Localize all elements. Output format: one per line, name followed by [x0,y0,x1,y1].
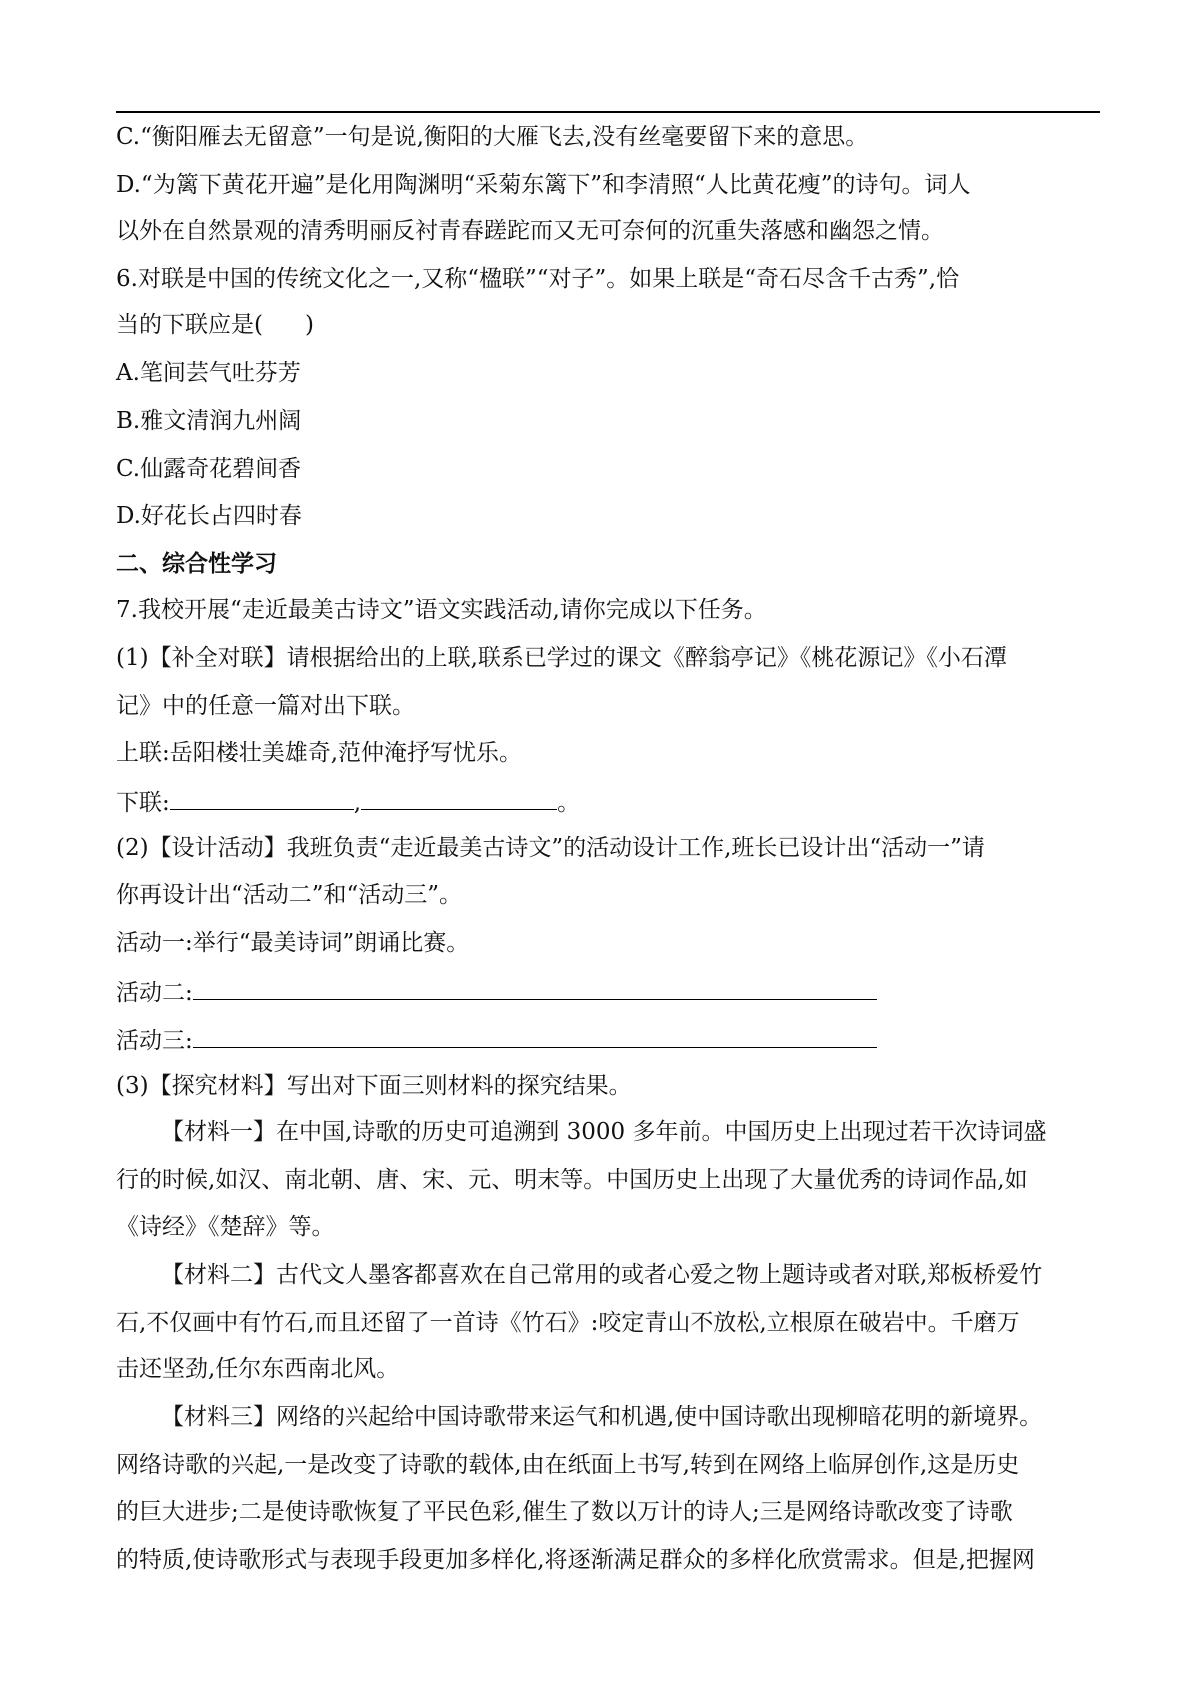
activity-two-blank[interactable] [193,979,877,1000]
q7-part2-line2: 你再设计出“活动二”和“活动三”。 [116,882,463,908]
q6-option-c: C.仙露奇花碧间香 [116,456,302,482]
q6-stem-line2 [116,314,314,337]
q7-part3: (3)【探究材料】写出对下面三则材料的探究结果。 [116,1073,632,1099]
lower-couplet-blank-2[interactable] [361,789,557,810]
q6-stem-text: 当的下联应是( [116,312,263,338]
top-rule [116,111,1100,113]
q6-option-d: D.好花长占四时春 [116,503,302,529]
q6-stem-line1: 6.对联是中国的传统文化之一,又称“楹联”“对子”。如果上联是“奇石尽含千古秀”,恰 [116,266,960,292]
activity-two-row [116,979,877,1005]
activity-three-blank[interactable] [193,1027,877,1048]
material3-line2: 网络诗歌的兴起,一是改变了诗歌的载体,由在纸面上书写,转到在网络上临屏创作,这是历史 [116,1452,1020,1478]
q7-part1-line1: (1)【补全对联】请根据给出的上联,联系已学过的课文《醉翁亭记》《桃花源记》《小石潭 [116,645,1007,671]
q5-option-d-line1: D.“为篱下黄花开遍”是化用陶渊明“采菊东篱下”和李清照“人比黄花瘦”的诗句。词人 [116,172,971,198]
activity-one: 活动一:举行“最美诗词”朗诵比赛。 [116,930,470,956]
q7-stem: 7.我校开展“走近最美古诗文”语文实践活动,请你完成以下任务。 [116,597,767,623]
q6-option-b: B.雅文清润九州阔 [116,408,302,434]
material1-line3: 《诗经》《楚辞》等。 [116,1214,335,1240]
activity-two-label: 活动二: [116,980,193,1006]
material3-line1: 【材料三】网络的兴起给中国诗歌带来运气和机遇,使中国诗歌出现柳暗花明的新境界。 [161,1404,1043,1430]
section-title: 二、综合性学习 [116,551,277,577]
lower-couplet-label: 下联: [116,790,170,816]
q5-option-d-line2: 以外在自然景观的清秀明丽反衬青春蹉跎而又无可奈何的沉重失落感和幽怨之情。 [116,218,944,244]
q6-option-a: A.笔间芸气吐芬芳 [116,360,301,386]
lower-couplet-blank-1[interactable] [170,789,354,810]
activity-three-label: 活动三: [116,1028,193,1054]
upper-couplet: 上联:岳阳楼壮美雄奇,范仲淹抒写忧乐。 [116,740,523,766]
activity-three-row [116,1027,877,1053]
material1-line1: 【材料一】在中国,诗歌的历史可追溯到 3000 多年前。中国历史上出现过若干次诗词盛 [161,1119,1047,1145]
q6-stem-close: ) [304,312,314,338]
material3-line3: 的巨大进步;二是使诗歌恢复了平民色彩,催生了数以万计的诗人;三是网络诗歌改变了诗歌 [116,1499,1013,1525]
material2-line2: 石,不仅画中有竹石,而且还留了一首诗《竹石》:咬定青山不放松,立根原在破岩中。千磨万 [116,1310,1020,1336]
material2-line3: 击还坚劲,任尔东西南北风。 [116,1356,400,1382]
lower-couplet-end: 。 [557,790,581,816]
material3-line4: 的特质,使诗歌形式与表现手段更加多样化,将逐渐满足群众的多样化欣赏需求。但是,把握网 [116,1547,1035,1573]
q5-option-c: C.“衡阳雁去无留意”一句是说,衡阳的大雁飞去,没有丝毫要留下来的意思。 [116,124,869,150]
q7-part2-line1: (2)【设计活动】我班负责“走近最美古诗文”的活动设计工作,班长已设计出“活动一”请 [116,835,985,861]
material1-line2: 行的时候,如汉、南北朝、唐、宋、元、明末等。中国历史上出现了大量优秀的诗词作品,如 [116,1167,1028,1193]
material2-line1: 【材料二】古代文人墨客都喜欢在自己常用的或者心爱之物上题诗或者对联,郑板桥爱竹 [161,1262,1043,1288]
lower-couplet-comma: , [353,790,362,816]
q7-part1-line2: 记》中的任意一篇对出下联。 [116,693,415,719]
lower-couplet-row [116,789,580,815]
